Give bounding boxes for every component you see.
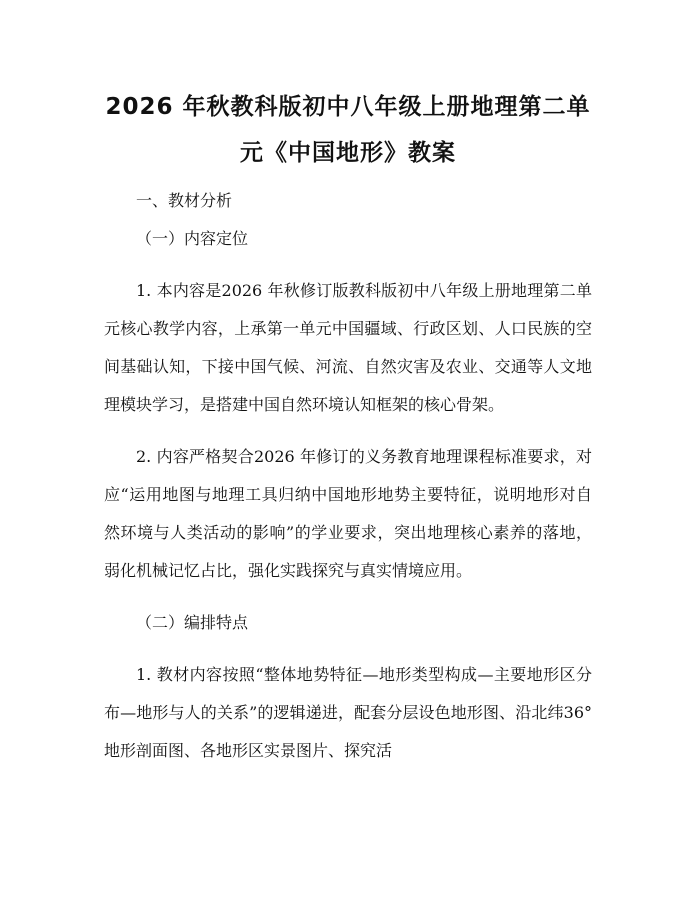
- section-heading-teaching-material-analysis: 一、教材分析: [136, 191, 233, 210]
- paragraph-content-positioning-1: 1. 本内容是2026 年秋修订版教科版初中八年级上册地理第二单元核心教学内容，上承第一单元中国疆域、行政区划、人口民族的空间基础认知，下接中国气候、河流、自然灾害及农业、交通等人文地理模块学习，是搭建中国自然环境认知框架的核心骨架。: [104, 281, 592, 414]
- paragraph-content-positioning-2: 2. 内容严格契合2026 年修订的义务教育地理课程标准要求，对应“运用地图与地理工具归纳中国地形地势主要特征，说明地形对自然环境与人类活动的影响”的学业要求，突出地理核心素养的落地，弱化机械记忆占比，强化实践探究与真实情境应用。: [104, 447, 592, 580]
- paragraph-layout-features-1: 1. 教材内容按照“整体地势特征—地形类型构成—主要地形区分布—地形与人的关系”的逻辑递进，配套分层设色地形图、沿北纬36° 地形剖面图、各地形区实景图片、探究活: [104, 665, 592, 760]
- subsection-heading-layout-features: （二）编排特点: [136, 613, 249, 632]
- subsection-heading-content-positioning: （一）内容定位: [136, 229, 249, 248]
- document-title: 2026 年秋教科版初中八年级上册地理第二单元《中国地形》教案: [105, 94, 591, 166]
